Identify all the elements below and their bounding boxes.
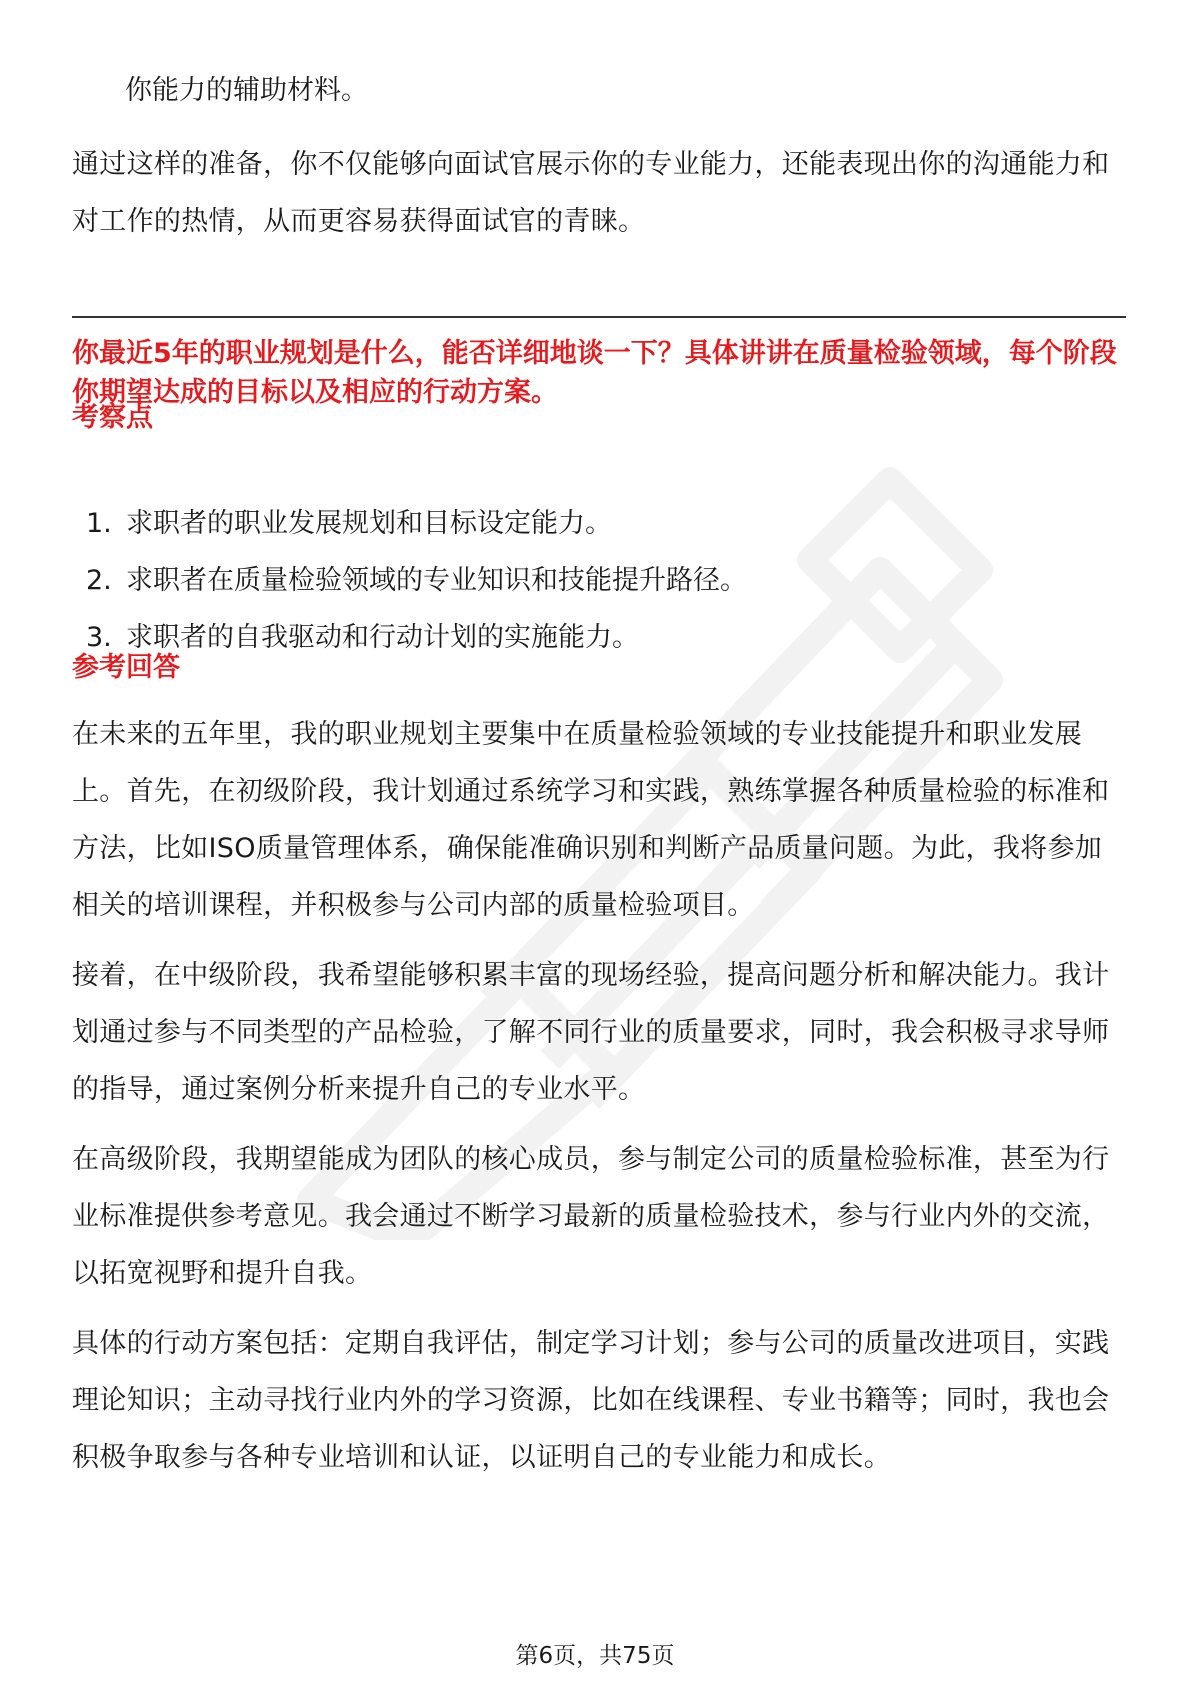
list-item-text: 求职者在质量检验领域的专业知识和技能提升路径。: [126, 565, 747, 596]
intro-paragraph: 通过这样的准备，你不仅能够向面试官展示你的专业能力，还能表现出你的沟通能力和对工作的热情，从而更容易获得面试官的青睐。: [72, 149, 1110, 237]
list-item-text: 求职者的自我驱动和行动计划的实施能力。: [126, 622, 639, 653]
list-item-text: 求职者的职业发展规划和目标设定能力。: [126, 508, 612, 539]
list-item: [72, 552, 747, 609]
list-item-number: 3.: [86, 622, 112, 653]
answer-paragraph: 在未来的五年里，我的职业规划主要集中在质量检验领域的专业技能提升和职业发展上。首先，在初级阶段，我计划通过系统学习和实践，熟练掌握各种质量检验的标准和方法，比如ISO质量管理体系，确保能准确识别和判断产品质量问题。为此，我将参加相关的培训课程，并积极参与公司内部的质量检验项目。: [72, 719, 1110, 921]
assessment-heading: 考察点: [72, 402, 153, 433]
answer-paragraph: 具体的行动方案包括：定期自我评估，制定学习计划；参与公司的质量改进项目，实践理论知识；主动寻找行业内外的学习资源，比如在线课程、专业书籍等；同时，我也会积极争取参与各种专业培训和认证，以证明自己的专业能力和成长。: [72, 1328, 1110, 1473]
continued-text: 你能力的辅助材料。: [125, 75, 368, 106]
interview-question: 你最近5年的职业规划是什么，能否详细地谈一下？具体讲讲在质量检验领域，每个阶段你期望达成的目标以及相应的行动方案。: [72, 338, 1117, 408]
section-divider: [72, 316, 1126, 318]
answer-paragraph: 在高级阶段，我期望能成为团队的核心成员，参与制定公司的质量检验标准，甚至为行业标准提供参考意见。我会通过不断学习最新的质量检验技术，参与行业内外的交流，以拓宽视野和提升自我。: [72, 1144, 1110, 1289]
page-number: 第6页，共75页: [515, 1643, 675, 1669]
answer-paragraph: 接着，在中级阶段，我希望能够积累丰富的现场经验，提高问题分析和解决能力。我计划通过参与不同类型的产品检验，了解不同行业的质量要求，同时，我会积极寻求导师的指导，通过案例分析来提升自己的专业水平。: [72, 960, 1110, 1105]
list-item-number: 1.: [86, 508, 112, 539]
list-item-number: 2.: [86, 565, 112, 596]
list-item: [72, 495, 747, 552]
assessment-list: [72, 495, 747, 666]
answer-heading: 参考回答: [72, 652, 180, 683]
